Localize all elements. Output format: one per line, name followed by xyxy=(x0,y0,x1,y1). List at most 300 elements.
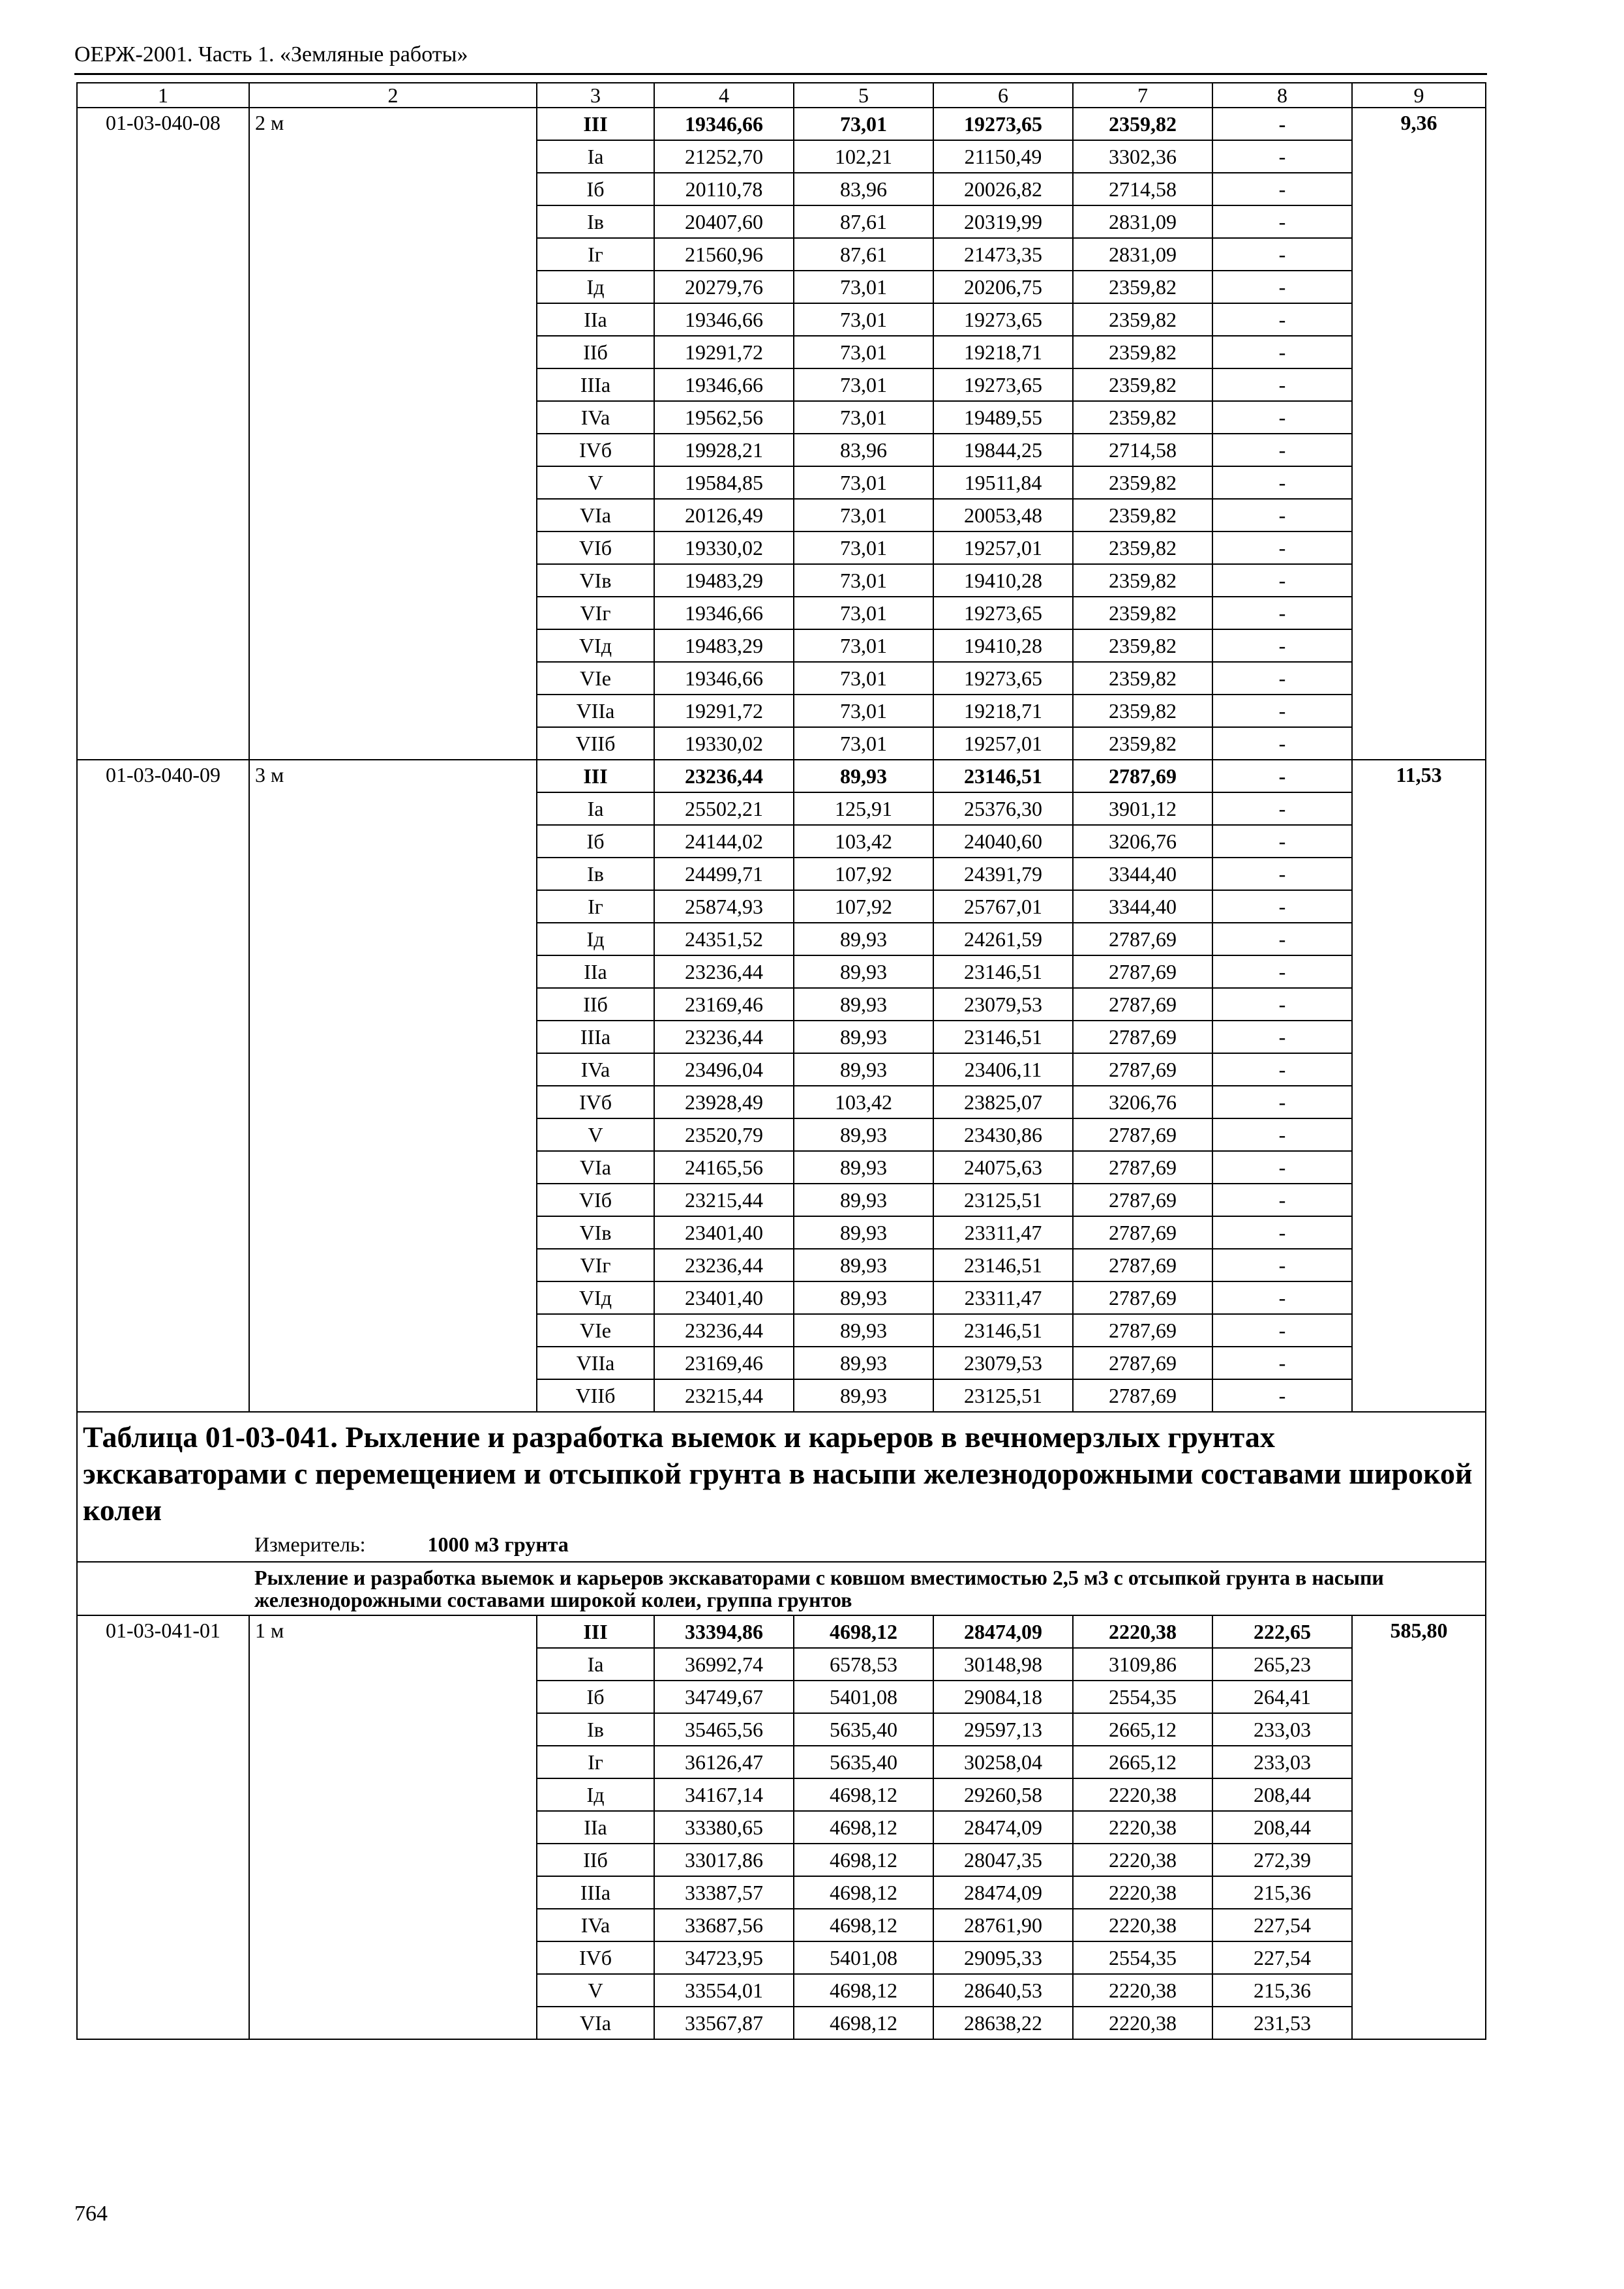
table-cell: 33017,86 xyxy=(654,1844,794,1876)
table-cell: 4698,12 xyxy=(794,2007,933,2039)
page-number: 764 xyxy=(74,2202,108,2226)
table-cell: - xyxy=(1212,1281,1352,1314)
table-cell: - xyxy=(1212,173,1352,205)
column-number: 9 xyxy=(1352,83,1486,108)
table-cell: 28474,09 xyxy=(933,1811,1073,1844)
table-cell: 20126,49 xyxy=(654,499,794,531)
table-cell: 5635,40 xyxy=(794,1713,933,1746)
table-cell: 2359,82 xyxy=(1073,271,1212,303)
subtitle-row xyxy=(77,1562,1486,1615)
table-cell: VIг xyxy=(537,597,654,629)
table-cell: - xyxy=(1212,727,1352,760)
table-cell: 24261,59 xyxy=(933,923,1073,955)
table-cell: - xyxy=(1212,466,1352,499)
table-cell: - xyxy=(1212,1379,1352,1412)
table-cell: 20206,75 xyxy=(933,271,1073,303)
table-cell: 24040,60 xyxy=(933,825,1073,858)
table-cell: 208,44 xyxy=(1212,1811,1352,1844)
table-cell: 23406,11 xyxy=(933,1053,1073,1086)
table-cell: 19410,28 xyxy=(933,564,1073,597)
table-cell: 89,93 xyxy=(794,1118,933,1151)
table-cell: 21560,96 xyxy=(654,238,794,271)
table-cell: 23146,51 xyxy=(933,1314,1073,1347)
table-cell: 2787,69 xyxy=(1073,1216,1212,1249)
table-cell: 73,01 xyxy=(794,499,933,531)
table-cell: 73,01 xyxy=(794,695,933,727)
table-cell: 2220,38 xyxy=(1073,1876,1212,1909)
table-cell: VIa xyxy=(537,2007,654,2039)
table-cell: - xyxy=(1212,401,1352,434)
labor-cost: 585,80 xyxy=(1352,1615,1486,2039)
table-cell: 24351,52 xyxy=(654,923,794,955)
table-cell: 3109,86 xyxy=(1073,1648,1212,1681)
table-cell: 19562,56 xyxy=(654,401,794,434)
table-cell: - xyxy=(1212,792,1352,825)
table-cell: 73,01 xyxy=(794,564,933,597)
table-cell: 2359,82 xyxy=(1073,108,1212,140)
table-cell: 30148,98 xyxy=(933,1648,1073,1681)
table-cell: 19346,66 xyxy=(654,368,794,401)
table-cell: 2787,69 xyxy=(1073,1118,1212,1151)
table-cell: VIIa xyxy=(537,1347,654,1379)
table-cell: 28638,22 xyxy=(933,2007,1073,2039)
table-cell: 89,93 xyxy=(794,955,933,988)
column-number: 3 xyxy=(537,83,654,108)
table-cell: 6578,53 xyxy=(794,1648,933,1681)
table-cell: 73,01 xyxy=(794,108,933,140)
table-cell: V xyxy=(537,1118,654,1151)
table-cell: IIa xyxy=(537,303,654,336)
table-title-cell xyxy=(77,1412,1486,1562)
table-cell: Iд xyxy=(537,1778,654,1811)
table-cell: Ia xyxy=(537,792,654,825)
column-number: 2 xyxy=(249,83,537,108)
table-cell: - xyxy=(1212,1086,1352,1118)
table-cell: 107,92 xyxy=(794,858,933,890)
column-number: 8 xyxy=(1212,83,1352,108)
table-cell: - xyxy=(1212,858,1352,890)
table-cell: 73,01 xyxy=(794,531,933,564)
table-cell: - xyxy=(1212,1021,1352,1053)
table-cell: 2787,69 xyxy=(1073,1184,1212,1216)
table-cell: - xyxy=(1212,531,1352,564)
table-cell: 102,21 xyxy=(794,140,933,173)
table-cell: 2359,82 xyxy=(1073,629,1212,662)
table-cell: VIIa xyxy=(537,695,654,727)
table-cell: 23496,04 xyxy=(654,1053,794,1086)
table-cell: - xyxy=(1212,923,1352,955)
table-cell: 103,42 xyxy=(794,825,933,858)
table-cell: Iв xyxy=(537,205,654,238)
table-cell: IVб xyxy=(537,434,654,466)
table-cell: 29084,18 xyxy=(933,1681,1073,1713)
table-cell: 73,01 xyxy=(794,303,933,336)
table-cell: 2665,12 xyxy=(1073,1713,1212,1746)
table-cell: 2220,38 xyxy=(1073,1909,1212,1941)
rate-code: 01-03-041-01 xyxy=(77,1615,249,2039)
table-cell: V xyxy=(537,1974,654,2007)
table-row xyxy=(77,1615,1486,1648)
measure-label: Измеритель: xyxy=(254,1533,366,1556)
table-cell: 265,23 xyxy=(1212,1648,1352,1681)
depth-label: 1 м xyxy=(249,1615,537,2039)
measure-line xyxy=(83,1531,1480,1557)
table-cell: 2220,38 xyxy=(1073,1615,1212,1648)
table-cell: 25767,01 xyxy=(933,890,1073,923)
table-cell: 215,36 xyxy=(1212,1876,1352,1909)
table-cell: - xyxy=(1212,499,1352,531)
table-cell: 19584,85 xyxy=(654,466,794,499)
table-cell: 89,93 xyxy=(794,760,933,792)
table-cell: - xyxy=(1212,564,1352,597)
table-cell: 2787,69 xyxy=(1073,1314,1212,1347)
table-cell: 19511,84 xyxy=(933,466,1073,499)
table-cell: 23311,47 xyxy=(933,1281,1073,1314)
table-cell: 23236,44 xyxy=(654,1021,794,1053)
table-cell: 2359,82 xyxy=(1073,401,1212,434)
table-cell: 19273,65 xyxy=(933,303,1073,336)
table-cell: VIг xyxy=(537,1249,654,1281)
table-cell: 89,93 xyxy=(794,988,933,1021)
table-cell: Iд xyxy=(537,923,654,955)
table-cell: IIIa xyxy=(537,1876,654,1909)
table-cell: 23125,51 xyxy=(933,1184,1073,1216)
table-cell: 23928,49 xyxy=(654,1086,794,1118)
table-cell: 2220,38 xyxy=(1073,1844,1212,1876)
table-cell: 2787,69 xyxy=(1073,760,1212,792)
table-cell: 3344,40 xyxy=(1073,890,1212,923)
table-cell: 28474,09 xyxy=(933,1876,1073,1909)
table-cell: Iд xyxy=(537,271,654,303)
table-cell: 33380,65 xyxy=(654,1811,794,1844)
table-cell: 21473,35 xyxy=(933,238,1073,271)
table-cell: 23430,86 xyxy=(933,1118,1073,1151)
table-cell: 3344,40 xyxy=(1073,858,1212,890)
table-cell: IVa xyxy=(537,1053,654,1086)
column-number: 5 xyxy=(794,83,933,108)
table-cell: 21150,49 xyxy=(933,140,1073,173)
table-cell: 222,65 xyxy=(1212,1615,1352,1648)
table-cell: 25376,30 xyxy=(933,792,1073,825)
table-cell: 19273,65 xyxy=(933,368,1073,401)
table-cell: Ia xyxy=(537,140,654,173)
table-cell: IVб xyxy=(537,1086,654,1118)
table-row xyxy=(77,760,1486,792)
table-cell: 2359,82 xyxy=(1073,499,1212,531)
table-cell: Iб xyxy=(537,173,654,205)
table-cell: 23079,53 xyxy=(933,988,1073,1021)
table-cell: Iв xyxy=(537,858,654,890)
table-cell: 233,03 xyxy=(1212,1713,1352,1746)
table-cell: 19346,66 xyxy=(654,662,794,695)
table-cell: - xyxy=(1212,1216,1352,1249)
column-number: 1 xyxy=(77,83,249,108)
table-cell: 227,54 xyxy=(1212,1909,1352,1941)
table-cell: Iг xyxy=(537,890,654,923)
table-cell: - xyxy=(1212,1151,1352,1184)
table-cell: 35465,56 xyxy=(654,1713,794,1746)
table-cell: 19273,65 xyxy=(933,108,1073,140)
table-cell: 227,54 xyxy=(1212,1941,1352,1974)
table-cell: 2359,82 xyxy=(1073,564,1212,597)
table-cell: 2359,82 xyxy=(1073,336,1212,368)
table-cell: - xyxy=(1212,1118,1352,1151)
table-cell: 2359,82 xyxy=(1073,727,1212,760)
table-cell: 29260,58 xyxy=(933,1778,1073,1811)
table-cell: 73,01 xyxy=(794,629,933,662)
table-cell: 2220,38 xyxy=(1073,2007,1212,2039)
table-cell: 23146,51 xyxy=(933,1021,1073,1053)
table-cell: 2714,58 xyxy=(1073,434,1212,466)
table-cell: 20026,82 xyxy=(933,173,1073,205)
table-cell: VIв xyxy=(537,1216,654,1249)
table-cell: 2787,69 xyxy=(1073,1053,1212,1086)
table-cell: 2359,82 xyxy=(1073,466,1212,499)
table-cell: - xyxy=(1212,303,1352,336)
table-cell: - xyxy=(1212,368,1352,401)
table-cell: 73,01 xyxy=(794,662,933,695)
table-cell: 264,41 xyxy=(1212,1681,1352,1713)
table-cell: VIв xyxy=(537,564,654,597)
table-cell: VIб xyxy=(537,531,654,564)
rate-code: 01-03-040-09 xyxy=(77,760,249,1412)
table-cell: 2359,82 xyxy=(1073,368,1212,401)
depth-label: 3 м xyxy=(249,760,537,1412)
table-cell: 20319,99 xyxy=(933,205,1073,238)
table-cell: 215,36 xyxy=(1212,1974,1352,2007)
table-cell: VIе xyxy=(537,662,654,695)
table-cell: IIIa xyxy=(537,368,654,401)
table-cell: 231,53 xyxy=(1212,2007,1352,2039)
table-cell: 28474,09 xyxy=(933,1615,1073,1648)
table-subtitle: Рыхление и разработка выемок и карьеров экскаваторами с ковшом вместимостью 2,5 м3 с отсыпкой грунта в насыпи железнодорожными составами широкой колеи, группа грунтов xyxy=(77,1562,1486,1615)
rates-table xyxy=(76,82,1486,2040)
labor-cost: 9,36 xyxy=(1352,108,1486,760)
table-cell: 2554,35 xyxy=(1073,1941,1212,1974)
measure-value: 1000 м3 грунта xyxy=(427,1533,569,1556)
table-cell: - xyxy=(1212,1347,1352,1379)
table-cell: - xyxy=(1212,760,1352,792)
table-cell: 19257,01 xyxy=(933,727,1073,760)
table-cell: Iб xyxy=(537,825,654,858)
table-cell: 2665,12 xyxy=(1073,1746,1212,1778)
table-cell: 208,44 xyxy=(1212,1778,1352,1811)
table-cell: III xyxy=(537,1615,654,1648)
table-cell: Iб xyxy=(537,1681,654,1713)
table-cell: 3901,12 xyxy=(1073,792,1212,825)
table-cell: 24144,02 xyxy=(654,825,794,858)
table-cell: 125,91 xyxy=(794,792,933,825)
table-cell: 23215,44 xyxy=(654,1184,794,1216)
table-cell: VIIб xyxy=(537,727,654,760)
table-cell: 2359,82 xyxy=(1073,695,1212,727)
table-cell: 73,01 xyxy=(794,466,933,499)
table-cell: 34167,14 xyxy=(654,1778,794,1811)
table-cell: 89,93 xyxy=(794,1184,933,1216)
table-cell: 4698,12 xyxy=(794,1778,933,1811)
table-cell: 19273,65 xyxy=(933,597,1073,629)
table-cell: 29095,33 xyxy=(933,1941,1073,1974)
table-cell: 19928,21 xyxy=(654,434,794,466)
header-rule xyxy=(74,73,1487,75)
table-cell: 103,42 xyxy=(794,1086,933,1118)
table-cell: 73,01 xyxy=(794,336,933,368)
table-cell: IVб xyxy=(537,1941,654,1974)
table-cell: - xyxy=(1212,1184,1352,1216)
table-cell: IVa xyxy=(537,1909,654,1941)
table-cell: 87,61 xyxy=(794,238,933,271)
table-cell: 19483,29 xyxy=(654,629,794,662)
table-cell: 33687,56 xyxy=(654,1909,794,1941)
table-cell: 23311,47 xyxy=(933,1216,1073,1249)
table-cell: 2554,35 xyxy=(1073,1681,1212,1713)
table-cell: - xyxy=(1212,1249,1352,1281)
table-cell: VIa xyxy=(537,1151,654,1184)
table-cell: - xyxy=(1212,271,1352,303)
table-cell: 2787,69 xyxy=(1073,1347,1212,1379)
table-cell: - xyxy=(1212,108,1352,140)
table-cell: - xyxy=(1212,238,1352,271)
table-cell: 2359,82 xyxy=(1073,303,1212,336)
table-cell: 19330,02 xyxy=(654,727,794,760)
table-cell: 25502,21 xyxy=(654,792,794,825)
table-cell: 2787,69 xyxy=(1073,923,1212,955)
table-cell: 20279,76 xyxy=(654,271,794,303)
table-cell: 23236,44 xyxy=(654,1249,794,1281)
table-cell: 23236,44 xyxy=(654,760,794,792)
table-cell: 2831,09 xyxy=(1073,238,1212,271)
table-cell: IVa xyxy=(537,401,654,434)
table-cell: 33387,57 xyxy=(654,1876,794,1909)
column-number: 6 xyxy=(933,83,1073,108)
table-cell: V xyxy=(537,466,654,499)
table-cell: 3206,76 xyxy=(1073,1086,1212,1118)
table-cell: 73,01 xyxy=(794,727,933,760)
table-cell: 24499,71 xyxy=(654,858,794,890)
table-cell: - xyxy=(1212,434,1352,466)
table-cell: 23825,07 xyxy=(933,1086,1073,1118)
table-cell: IIб xyxy=(537,1844,654,1876)
table-cell: 19291,72 xyxy=(654,336,794,368)
table-cell: 233,03 xyxy=(1212,1746,1352,1778)
table-cell: 33394,86 xyxy=(654,1615,794,1648)
table-cell: 23079,53 xyxy=(933,1347,1073,1379)
table-cell: 2220,38 xyxy=(1073,1974,1212,2007)
table-cell: 2714,58 xyxy=(1073,173,1212,205)
table-cell: VIб xyxy=(537,1184,654,1216)
table-cell: IIб xyxy=(537,988,654,1021)
table-cell: - xyxy=(1212,988,1352,1021)
table-cell: 3302,36 xyxy=(1073,140,1212,173)
table-cell: 4698,12 xyxy=(794,1974,933,2007)
table-cell: 2787,69 xyxy=(1073,1151,1212,1184)
table-cell: 19218,71 xyxy=(933,336,1073,368)
table-cell: 24391,79 xyxy=(933,858,1073,890)
table-cell: 4698,12 xyxy=(794,1615,933,1648)
table-cell: 19483,29 xyxy=(654,564,794,597)
table-cell: 4698,12 xyxy=(794,1811,933,1844)
table-cell: 2359,82 xyxy=(1073,662,1212,695)
table-cell: 4698,12 xyxy=(794,1876,933,1909)
table-cell: III xyxy=(537,760,654,792)
table-cell: 19346,66 xyxy=(654,597,794,629)
table-cell: 89,93 xyxy=(794,1347,933,1379)
table-cell: III xyxy=(537,108,654,140)
table-cell: 5635,40 xyxy=(794,1746,933,1778)
table-cell: 23169,46 xyxy=(654,988,794,1021)
table-cell: 24075,63 xyxy=(933,1151,1073,1184)
table-cell: 2359,82 xyxy=(1073,597,1212,629)
table-cell: - xyxy=(1212,695,1352,727)
depth-label: 2 м xyxy=(249,108,537,760)
table-cell: 23146,51 xyxy=(933,1249,1073,1281)
table-cell: - xyxy=(1212,825,1352,858)
table-cell: 20110,78 xyxy=(654,173,794,205)
table-cell: 83,96 xyxy=(794,173,933,205)
table-row xyxy=(77,108,1486,140)
table-cell: 89,93 xyxy=(794,1216,933,1249)
table-cell: 28047,35 xyxy=(933,1844,1073,1876)
table-cell: 2359,82 xyxy=(1073,531,1212,564)
column-number: 7 xyxy=(1073,83,1212,108)
labor-cost: 11,53 xyxy=(1352,760,1486,1412)
table-cell: 34749,67 xyxy=(654,1681,794,1713)
table-cell: 23125,51 xyxy=(933,1379,1073,1412)
table-cell: 73,01 xyxy=(794,271,933,303)
table-cell: VIд xyxy=(537,629,654,662)
table-cell: 89,93 xyxy=(794,1314,933,1347)
table-cell: 3206,76 xyxy=(1073,825,1212,858)
table-cell: 20407,60 xyxy=(654,205,794,238)
table-cell: 23520,79 xyxy=(654,1118,794,1151)
table-cell: IIIa xyxy=(537,1021,654,1053)
table-cell: 89,93 xyxy=(794,1379,933,1412)
table-cell: 89,93 xyxy=(794,1281,933,1314)
table-cell: Iв xyxy=(537,1713,654,1746)
table-cell: 33567,87 xyxy=(654,2007,794,2039)
rate-code: 01-03-040-08 xyxy=(77,108,249,760)
table-cell: 83,96 xyxy=(794,434,933,466)
table-cell: IIa xyxy=(537,955,654,988)
table-cell: Iг xyxy=(537,1746,654,1778)
table-cell: 24165,56 xyxy=(654,1151,794,1184)
table-cell: 2220,38 xyxy=(1073,1778,1212,1811)
table-cell: 34723,95 xyxy=(654,1941,794,1974)
table-cell: 73,01 xyxy=(794,401,933,434)
table-cell: - xyxy=(1212,629,1352,662)
table-cell: 19346,66 xyxy=(654,303,794,336)
table-cell: 19273,65 xyxy=(933,662,1073,695)
table-cell: 20053,48 xyxy=(933,499,1073,531)
table-cell: 23146,51 xyxy=(933,955,1073,988)
table-cell: 2787,69 xyxy=(1073,955,1212,988)
table-cell: 2831,09 xyxy=(1073,205,1212,238)
column-number: 4 xyxy=(654,83,794,108)
table-cell: 107,92 xyxy=(794,890,933,923)
table-cell: - xyxy=(1212,662,1352,695)
table-cell: 25874,93 xyxy=(654,890,794,923)
table-cell: 36992,74 xyxy=(654,1648,794,1681)
table-cell: 36126,47 xyxy=(654,1746,794,1778)
table-cell: IIб xyxy=(537,336,654,368)
table-cell: 73,01 xyxy=(794,368,933,401)
table-title: Таблица 01-03-041. Рыхление и разработка выемок и карьеров в вечномерзлых грунтах экскаваторами с перемещением и отсыпкой грунта в насыпи железнодорожными составами широкой колеи xyxy=(83,1420,1473,1527)
table-cell: 28761,90 xyxy=(933,1909,1073,1941)
table-cell: 23236,44 xyxy=(654,955,794,988)
table-cell: 89,93 xyxy=(794,1021,933,1053)
table-cell: 89,93 xyxy=(794,1151,933,1184)
table-cell: 89,93 xyxy=(794,923,933,955)
